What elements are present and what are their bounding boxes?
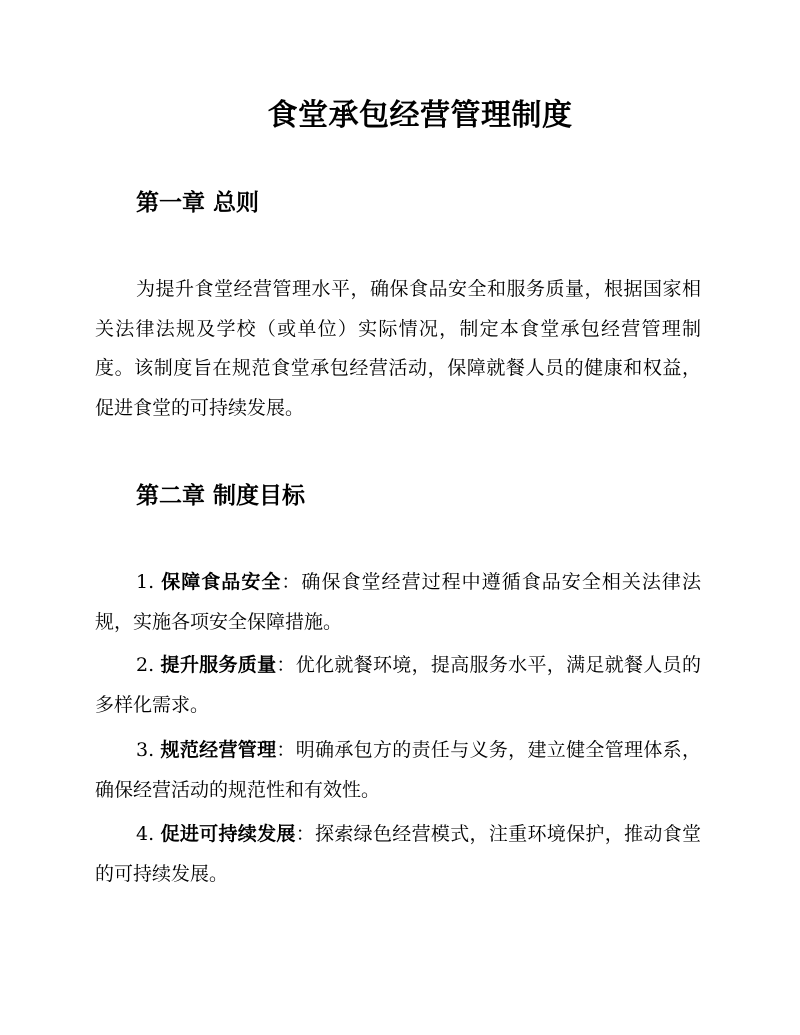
goal-item-2 <box>95 646 701 725</box>
goal-item-text: 探索绿色经营模式，注重环境保护，推动食堂的可持续发展。 <box>95 823 701 885</box>
document-title: 食堂承包经营管理制度 <box>267 98 573 133</box>
chapter-1-paragraph: 为提升食堂经营管理水平，确保食品安全和服务质量，根据国家相关法律法规及学校（或单位）实际情况，制定本食堂承包经营管理制度。该制度旨在规范食堂承包经营活动，保障就餐人员的健康和权益，促进食堂的可持续发展。 <box>95 278 701 419</box>
goal-item-1 <box>95 563 701 642</box>
goal-item-text: 优化就餐环境，提高服务水平，满足就餐人员的多样化需求。 <box>95 654 701 716</box>
goal-item-number: 1. <box>136 571 155 593</box>
goal-item-number: 3. <box>136 739 155 761</box>
goal-item-separator: ： <box>281 571 302 593</box>
goal-item-text: 确保食堂经营过程中遵循食品安全相关法律法规，实施各项安全保障措施。 <box>95 571 701 633</box>
goal-item-term: 保障食品安全 <box>161 571 282 593</box>
goal-item-text: 明确承包方的责任与义务，建立健全管理体系，确保经营活动的规范性和有效性。 <box>95 739 701 801</box>
goal-item-number: 2. <box>136 654 155 676</box>
goal-item-term: 提升服务质量 <box>160 654 277 676</box>
chapter-2-heading: 第二章 制度目标 <box>136 483 306 509</box>
goal-item-separator: ： <box>276 739 296 761</box>
goal-item-term: 规范经营管理 <box>160 739 277 761</box>
goal-item-separator: ： <box>276 654 296 676</box>
goal-item-separator: ： <box>295 823 316 845</box>
goal-item-number: 4. <box>136 823 155 845</box>
goal-item-3 <box>95 731 701 810</box>
chapter-1-heading: 第一章 总则 <box>136 190 260 216</box>
goal-item-term: 促进可持续发展 <box>160 823 296 845</box>
goal-item-4 <box>95 815 701 894</box>
